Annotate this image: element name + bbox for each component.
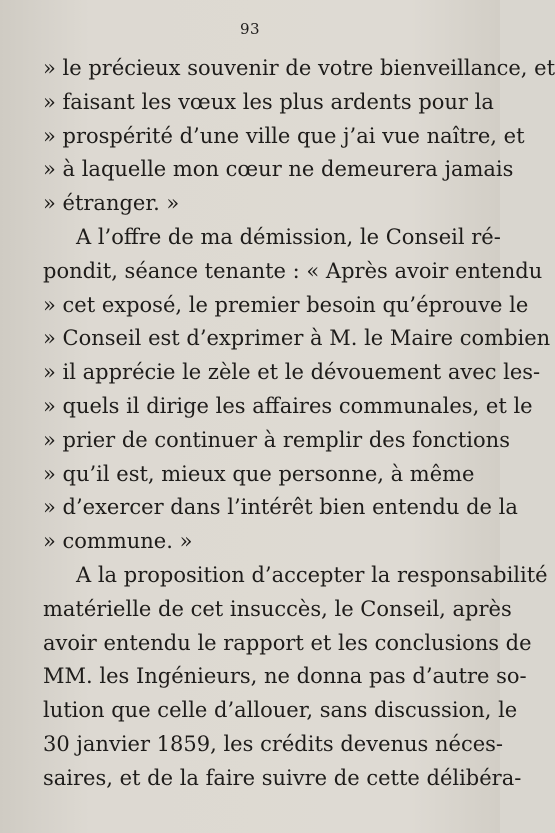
text-line: » d’exercer dans l’intérêt bien entendu de la	[43, 495, 518, 520]
text-line: MM. les Ingénieurs, ne donna pas d’autre so-	[43, 664, 527, 689]
text-line: » commune. »	[43, 529, 193, 554]
text-line: lution que celle d’allouer, sans discussion, le	[43, 698, 518, 723]
text-line: » quels il dirige les affaires communales, et le	[43, 393, 533, 418]
text-line: A la proposition d’accepter la responsabilité	[76, 562, 548, 587]
text-line: » cet exposé, le premier besoin qu’éprouve le	[43, 292, 529, 317]
page-number: 93	[239, 20, 261, 38]
text-line: 30 janvier 1859, les crédits devenus néces-	[43, 731, 504, 756]
text-line: matérielle de cet insuccès, le Conseil, après	[43, 596, 512, 621]
text-line: » prier de continuer à remplir des fonctions	[43, 427, 510, 452]
text-line: » faisant les vœux les plus ardents pour la	[43, 89, 494, 114]
text-line: » prospérité d’une ville que j’ai vue naître, et	[43, 123, 525, 148]
body-text	[43, 52, 555, 796]
text-line: » étranger. »	[43, 191, 180, 216]
text-line: A l’offre de ma démission, le Conseil ré-	[76, 224, 501, 249]
text-line: » à laquelle mon cœur ne demeurera jamais	[43, 157, 514, 182]
text-line: saires, et de la faire suivre de cette délibéra-	[43, 765, 522, 790]
text-line: » qu’il est, mieux que personne, à même	[43, 461, 475, 486]
text-line: » Conseil est d’exprimer à M. le Maire combien	[43, 326, 551, 351]
text-line: pondit, séance tenante : « Après avoir entendu	[43, 258, 543, 283]
text-line: avoir entendu le rapport et les conclusions de	[43, 630, 532, 655]
text-line: » il apprécie le zèle et le dévouement avec les-	[43, 360, 541, 385]
text-line: » le précieux souvenir de votre bienveillance, et	[43, 56, 555, 80]
